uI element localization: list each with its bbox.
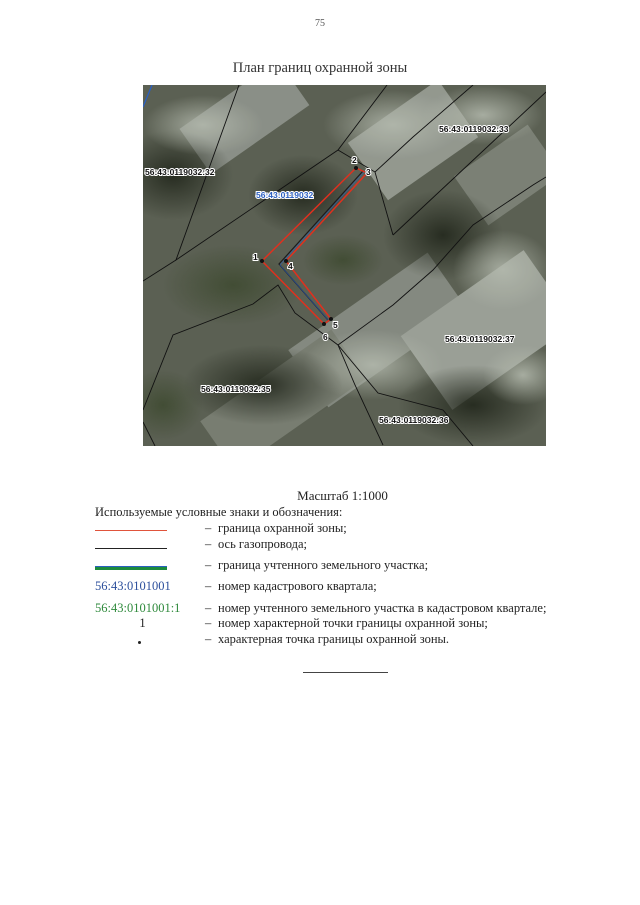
legend-symbol-black-line xyxy=(95,537,195,553)
legend-description: ось газопровода; xyxy=(218,537,308,551)
point-label-4: 4 xyxy=(288,261,293,271)
map-scale: Масштаб 1:1000 xyxy=(297,488,388,503)
legend-item-point-number xyxy=(95,616,595,632)
legend-dash: – xyxy=(205,558,212,572)
point-label-1: 1 xyxy=(253,252,258,262)
legend-description: граница охранной зоны; xyxy=(218,521,347,535)
legend-symbol-red-line xyxy=(95,521,195,537)
parcel-label-36: 56:43:0119032:36 xyxy=(379,415,449,425)
legend-dash: – xyxy=(205,521,212,535)
legend-item-zone-boundary xyxy=(95,521,595,537)
point-label-5: 5 xyxy=(333,320,338,330)
parcel-label-35: 56:43:0119032:35 xyxy=(201,384,271,394)
pipeline-cadastral-label: 56:43:0119032 xyxy=(256,190,314,200)
legend-description: характерная точка границы охранной зоны. xyxy=(218,632,450,646)
legend-dash: – xyxy=(205,616,212,630)
legend-description: номер кадастрового квартала; xyxy=(218,579,377,593)
footer-divider xyxy=(303,672,388,673)
legend-symbol-parcel-number: 56:43:0101001:1 xyxy=(95,601,181,615)
legend-symbol-quarter-number: 56:43:0101001 xyxy=(95,579,171,593)
page-number: 75 xyxy=(315,18,325,29)
legend-dash: – xyxy=(205,601,212,615)
point-label-3: 3 xyxy=(366,167,371,177)
legend-dash: – xyxy=(205,579,212,593)
legend-item-cadastral-quarter xyxy=(95,579,595,595)
legend-symbol-point-number: 1 xyxy=(139,616,146,630)
legend-item-parcel-number xyxy=(95,601,595,617)
legend-dash: – xyxy=(205,537,212,551)
legend-symbol-dot xyxy=(95,632,195,648)
parcel-label-37: 56:43:0119032:37 xyxy=(445,334,515,344)
map-canvas xyxy=(143,85,546,446)
legend-description: номер характерной точки границы охранной зоны; xyxy=(218,616,488,630)
point-label-2: 2 xyxy=(352,155,357,165)
legend-description: граница учтенного земельного участка; xyxy=(218,558,429,572)
plan-title: План границ охранной зоны xyxy=(232,60,408,76)
parcel-label-32: 56:43:0119032:32 xyxy=(145,167,215,177)
parcel-label-33: 56:43:0119032:33 xyxy=(439,124,509,134)
legend-dash: – xyxy=(205,632,212,646)
legend-heading: Используемые условные знаки и обозначения: xyxy=(95,505,343,519)
legend-item-parcel-boundary xyxy=(95,558,595,574)
legend-description: номер учтенного земельного участка в кадастровом квартале; xyxy=(218,601,547,615)
point-label-6: 6 xyxy=(323,332,328,342)
legend-item-pipeline-axis xyxy=(95,537,595,553)
legend-item-point-marker xyxy=(95,632,595,648)
legend-symbol-parcel-line xyxy=(95,558,195,574)
map-view[interactable] xyxy=(143,85,546,446)
